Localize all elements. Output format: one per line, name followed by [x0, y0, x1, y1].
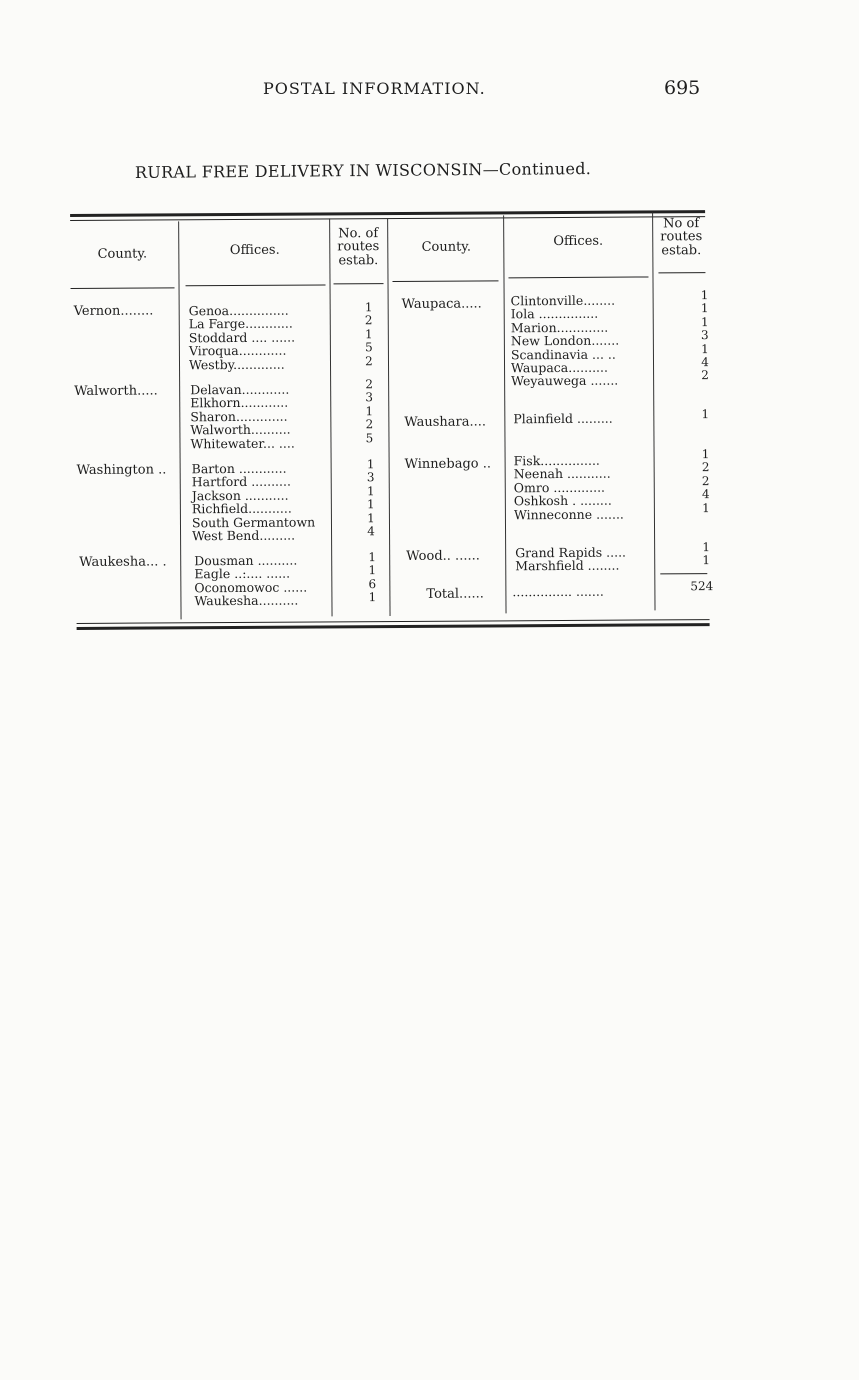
routes-winnebago [696, 448, 716, 515]
office-name: Neenah ........... [513, 466, 611, 482]
office-name: South Germantown [191, 514, 316, 530]
header-county-right: County. [421, 239, 472, 255]
column-divider [387, 218, 390, 616]
office-name: Walworth.......... [190, 421, 291, 438]
offices-wood [515, 546, 626, 573]
office-name: Richfield........... [191, 500, 292, 517]
route-count: 1 [700, 288, 709, 303]
offices-waukesha [194, 554, 307, 608]
office-name: Barton ............ [191, 460, 287, 477]
office-name: Grand Rapids ..... [515, 544, 627, 561]
route-count: 4 [701, 355, 709, 370]
bottom-rule [77, 623, 710, 630]
rural-delivery-table [70, 196, 713, 640]
header-routes-left [330, 227, 386, 268]
route-count: 1 [364, 326, 373, 341]
office-name: Viroqua............ [188, 342, 287, 359]
county-walworth: Walworth..... [74, 383, 158, 399]
route-count: 4 [367, 524, 375, 539]
office-name: Marion............. [510, 319, 609, 336]
office-name: Delavan............ [190, 381, 290, 398]
office-name: Scandinavia ... .. [510, 346, 616, 362]
route-count: 1 [701, 407, 710, 422]
column-divider [503, 215, 506, 613]
routes-waukesha [362, 551, 382, 605]
header-routes-line: routes [337, 239, 380, 255]
route-count: 1 [366, 497, 375, 512]
route-count: 1 [702, 500, 710, 515]
route-count: 6 [368, 576, 377, 591]
column-divider [329, 218, 332, 616]
header-offices-left: Offices. [229, 242, 280, 259]
offices-waushara [513, 412, 612, 426]
office-name: Whitewater... .... [190, 435, 295, 451]
header-routes-line: estab. [661, 242, 702, 259]
header-routes-line: estab. [338, 252, 379, 269]
office-name: Oconomowoc ...... [194, 579, 308, 596]
route-count: 1 [365, 403, 374, 418]
office-name: Clintonville........ [510, 292, 616, 309]
county-wood: Wood.. ...... [406, 548, 480, 564]
total-rule [660, 573, 707, 574]
office-name: Hartford .......... [191, 474, 291, 490]
route-count: 1 [367, 510, 375, 525]
routes-waushara [695, 408, 715, 422]
header-routes-right [653, 217, 709, 258]
route-count: 3 [366, 470, 375, 485]
office-name: Iola ............... [510, 306, 599, 322]
county-washington: Washington .. [76, 462, 167, 478]
route-count: 4 [701, 487, 710, 502]
office-name: Stoddard .... ...... [188, 329, 296, 346]
office-name: Jackson ........... [191, 487, 289, 504]
header-underline [508, 276, 648, 278]
page-number: 695 [664, 77, 701, 99]
office-name: Genoa............... [188, 302, 289, 319]
office-name: Sharon............. [190, 408, 288, 425]
route-count: 1 [701, 447, 710, 462]
office-name: Elkhorn............ [190, 395, 289, 411]
office-name: West Bend......... [192, 527, 296, 544]
total-label: Total...... [426, 586, 484, 602]
route-count: 1 [700, 301, 709, 316]
office-name: Westby............. [188, 356, 285, 372]
route-count: 2 [365, 417, 374, 432]
route-count: 2 [701, 473, 710, 488]
header-offices-right: Offices. [553, 233, 604, 250]
route-count: 5 [365, 340, 373, 355]
county-waupaca: Waupaca..... [401, 296, 482, 312]
route-count: 2 [701, 460, 710, 475]
offices-walworth [190, 383, 295, 451]
route-count: 1 [364, 300, 373, 315]
header-underline [393, 280, 499, 282]
office-name: New London....... [510, 332, 620, 349]
county-waushara: Waushara.... [404, 414, 487, 430]
route-count: 3 [700, 328, 709, 343]
county-winnebago: Winnebago .. [404, 456, 492, 472]
routes-washington [361, 458, 381, 538]
route-count: 2 [365, 377, 373, 392]
header-underline [334, 283, 384, 284]
header-underline [186, 284, 326, 286]
office-name: Marshfield ........ [515, 558, 620, 574]
office-name: Fisk............... [513, 452, 600, 469]
office-name: Plainfield ......... [513, 410, 613, 427]
header-underline [658, 272, 705, 273]
route-count: 1 [366, 457, 375, 472]
routes-wood [696, 541, 716, 568]
route-count: 1 [368, 590, 377, 605]
route-count: 1 [701, 341, 709, 356]
route-count: 1 [368, 563, 377, 578]
total-value: 524 [690, 579, 714, 594]
offices-washington [192, 462, 316, 543]
column-divider [652, 212, 655, 610]
route-count: 1 [366, 483, 375, 498]
county-waukesha: Waukesha... . [79, 554, 167, 570]
column-divider [178, 221, 181, 619]
route-count: 1 [368, 550, 377, 565]
office-name: Dousman .......... [194, 552, 298, 569]
route-count: 3 [365, 390, 374, 405]
office-name: Winneconne ....... [513, 506, 624, 522]
table-title: RURAL FREE DELIVERY IN WISCONSIN—Continued. [134, 159, 592, 182]
office-name: Omro ............. [513, 479, 606, 496]
offices-winnebago [514, 454, 624, 522]
routes-walworth [359, 378, 379, 445]
offices-waupaca [511, 294, 620, 388]
header-routes-line: routes [660, 229, 703, 245]
total-leader: ............... ....... [512, 583, 604, 600]
office-name: Weyauwega ....... [511, 372, 619, 389]
county-vernon: Vernon........ [73, 303, 154, 319]
office-name: Eagle ..:.... ...... [194, 566, 291, 582]
office-name: La Farge............ [188, 316, 293, 332]
route-count: 2 [365, 353, 373, 368]
route-count: 1 [702, 540, 710, 555]
route-count: 1 [700, 314, 709, 329]
route-count: 2 [364, 313, 373, 328]
header-underline [71, 287, 175, 289]
office-name: Waupaca.......... [510, 359, 608, 376]
route-count: 1 [702, 553, 711, 568]
header-routes-line: No of [663, 216, 700, 232]
office-name: Oshkosh . ........ [513, 492, 612, 509]
offices-vernon [189, 304, 296, 372]
route-count: 5 [365, 430, 374, 445]
running-title: POSTAL INFORMATION. [263, 79, 486, 98]
office-name: Waukesha.......... [194, 592, 299, 609]
routes-waupaca [695, 289, 716, 383]
routes-vernon [359, 301, 379, 368]
header-county-left: County. [97, 246, 148, 262]
route-count: 2 [701, 368, 709, 383]
header-routes-line: No. of [338, 226, 379, 242]
